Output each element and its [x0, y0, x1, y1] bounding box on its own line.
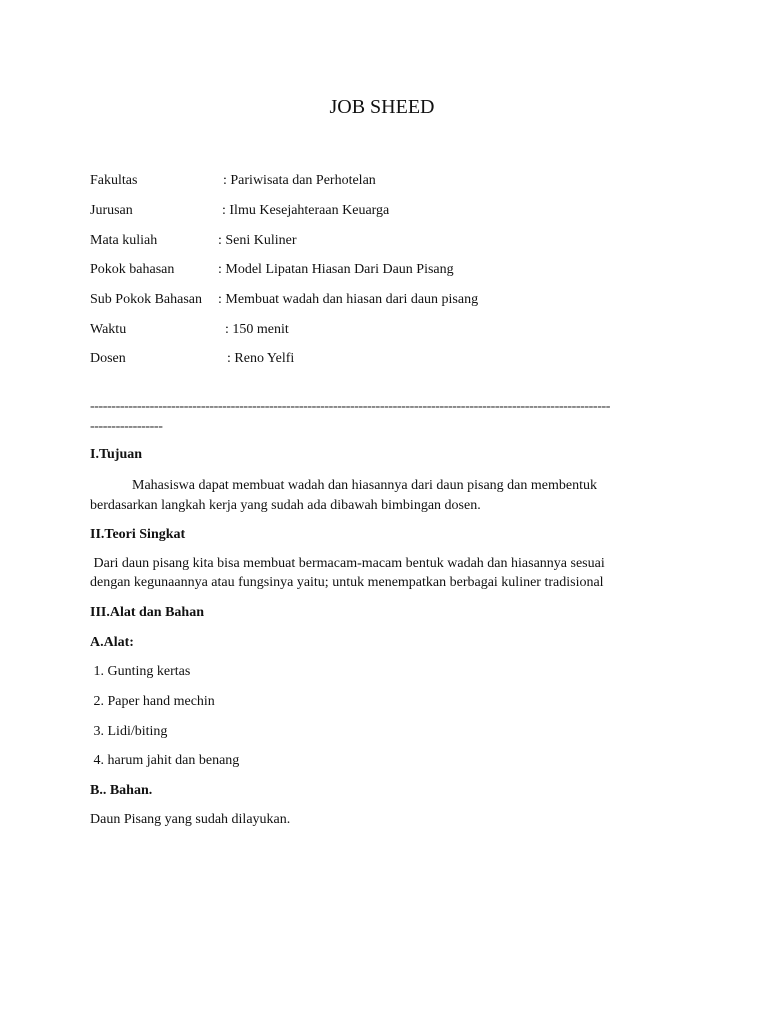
info-value-waktu: : 150 menit — [225, 322, 289, 337]
info-value-mata-kuliah: : Seni Kuliner — [218, 233, 297, 248]
tujuan-paragraph-line-1: Mahasiswa dapat membuat wadah dan hiasannya dari daun pisang dan membentuk — [132, 478, 597, 493]
alat-list-item: 2. Paper hand mechin — [90, 694, 215, 709]
info-label-jurusan: Jurusan — [90, 203, 133, 218]
dashed-separator-line: -------------------------------------------------------------------------------------------------------------------------- — [90, 399, 610, 414]
dashed-separator-continuation: ----------------- — [90, 419, 163, 434]
section-heading-alat-dan-bahan: III.Alat dan Bahan — [90, 605, 204, 620]
teori-paragraph-line-2: dengan kegunaannya atau fungsinya yaitu; untuk menempatkan berbagai kuliner tradisional — [90, 575, 604, 590]
info-label-mata-kuliah: Mata kuliah — [90, 233, 158, 248]
info-label-dosen: Dosen — [90, 351, 126, 366]
info-value-pokok-bahasan: : Model Lipatan Hiasan Dari Daun Pisang — [218, 262, 454, 277]
subheading-alat: A.Alat: — [90, 635, 134, 650]
alat-list-item: 3. Lidi/biting — [90, 724, 168, 739]
info-value-sub-pokok-bahasan: : Membuat wadah dan hiasan dari daun pisang — [218, 292, 479, 307]
bahan-text: Daun Pisang yang sudah dilayukan. — [90, 812, 291, 827]
info-value-jurusan: : Ilmu Kesejahteraan Keuarga — [222, 203, 390, 218]
info-label-waktu: Waktu — [90, 322, 127, 337]
info-label-sub-pokok-bahasan: Sub Pokok Bahasan — [90, 292, 202, 307]
alat-list-item: 4. harum jahit dan benang — [90, 753, 240, 768]
info-value-fakultas: : Pariwisata dan Perhotelan — [223, 173, 376, 188]
tujuan-paragraph-line-2: berdasarkan langkah kerja yang sudah ada dibawah bimbingan dosen. — [90, 498, 481, 513]
teori-paragraph-line-1: Dari daun pisang kita bisa membuat bermacam-macam bentuk wadah dan hiasannya sesuai — [90, 556, 605, 571]
info-label-fakultas: Fakultas — [90, 173, 138, 188]
document-title: JOB SHEED — [329, 96, 435, 118]
info-label-pokok-bahasan: Pokok bahasan — [90, 262, 175, 277]
subheading-bahan: B.. Bahan. — [90, 783, 153, 798]
section-heading-teori-singkat: II.Teori Singkat — [90, 527, 186, 542]
section-heading-tujuan: I.Tujuan — [90, 447, 143, 462]
alat-list-item: 1. Gunting kertas — [90, 664, 191, 679]
info-value-dosen: : Reno Yelfi — [227, 351, 295, 366]
